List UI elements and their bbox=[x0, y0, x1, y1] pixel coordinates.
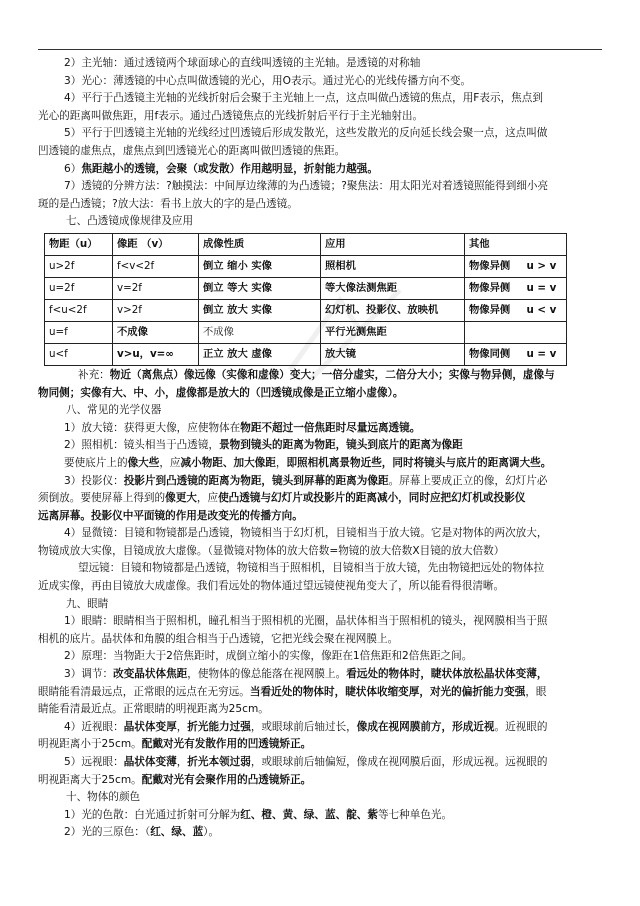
bold-span: 看远处的物体时，睫状体放松晶状体变薄， bbox=[346, 668, 548, 681]
text-span: ，应 bbox=[196, 492, 219, 505]
line-convex-focus-2: 光心的距离叫做焦距，用f表示。通过凸透镜焦点的光线折射后平行于主光轴射出。 bbox=[38, 109, 424, 122]
line-optical-center: 3）光心：薄透镜的中心点叫做透镜的光心，用O表示。通过光心的光线传播方向不变。 bbox=[64, 74, 472, 87]
text-span: 明视距离小于25cm。 bbox=[38, 738, 142, 751]
bold-span: 晶状体变薄 bbox=[123, 756, 177, 768]
text-span: 2）照相机：镜头相当于凸透镜， bbox=[64, 439, 220, 452]
text-span: 明视距离大于25cm。 bbox=[38, 773, 142, 786]
line-eye-adjust-2 bbox=[38, 684, 600, 702]
text-span: ）。 bbox=[203, 826, 220, 839]
section-heading-9: 九、眼睛 bbox=[66, 597, 109, 610]
table-row bbox=[45, 343, 567, 365]
bold-span: 晶状体变厚 bbox=[123, 720, 177, 733]
table-cell: 等大像法测焦距 bbox=[321, 277, 465, 299]
bold-span: 焦距越小的透镜，会聚（或发散）作用越明显，折射能力越强。 bbox=[81, 162, 378, 175]
line-main-axis: 2）主光轴：通过透镜两个球面球心的直线叫透镜的主光轴。是透镜的对称轴 bbox=[64, 57, 421, 69]
bold-span: 远离屏幕。投影仪中平面镜的作用是改变光的传播方向。 bbox=[38, 509, 303, 522]
text-span: 补充： bbox=[78, 368, 110, 381]
text-span: 等七种单色光。 bbox=[377, 808, 453, 821]
table-cell: u>2f bbox=[45, 255, 113, 277]
text-span: 须倒放。要使屏幕上得到的 bbox=[38, 492, 166, 505]
text-span: ，或眼球前后轴过长， bbox=[250, 720, 357, 733]
section-heading-8: 八、常见的光学仪器 bbox=[66, 404, 162, 417]
text-span: 3）投影仪： bbox=[64, 474, 124, 487]
table-header-row bbox=[45, 233, 567, 255]
table-cell: v>2f bbox=[113, 299, 199, 321]
table-cell: u=2f bbox=[45, 277, 113, 299]
bold-span: 红、橙、黄、绿、蓝、靛、紫 bbox=[240, 808, 378, 821]
line-supplement-2 bbox=[38, 385, 600, 403]
table-cell: 照相机 bbox=[321, 255, 465, 277]
text-span: ，应 bbox=[159, 456, 181, 469]
section-heading-10: 十、物体的颜色 bbox=[66, 791, 141, 804]
line-focal-strength bbox=[38, 161, 600, 179]
text-span: 5）远视眼： bbox=[64, 756, 124, 768]
bold-span: 使凸透镜与幻灯片或投影片的距离减小，同时应把幻灯机或投影仪 bbox=[218, 492, 526, 505]
line-projector-1 bbox=[38, 473, 600, 491]
header-rule bbox=[38, 49, 602, 50]
text-span: 4）近视眼： bbox=[64, 720, 124, 733]
section-heading-7: 七、凸透镜成像规律及应用 bbox=[66, 215, 194, 228]
line-eye-adjust-3: 睛能看清最近点。正常眼睛的明视距离为25cm。 bbox=[38, 703, 269, 716]
bold-span: 折光本领过弱 bbox=[187, 756, 251, 768]
line-telescope-1: 望远镜：目镜和物镜都是凸透镜，物镜相当于照相机，目镜相当于放大镜，先由物镜把远处的物体拉 bbox=[78, 562, 545, 575]
bold-span: 减小物距、加大像距 bbox=[180, 456, 276, 469]
line-camera-1 bbox=[38, 437, 600, 455]
table-cell: 物像异侧 bbox=[465, 299, 523, 321]
line-supplement-1 bbox=[38, 367, 600, 385]
text-span: 。近视眼的 bbox=[494, 720, 548, 733]
line-lens-identify-2: 斑的是凸透镜；?放大法：看书上放大的字的是凸透镜。 bbox=[38, 197, 298, 210]
bold-span: 景物到镜头的距离为物距，镜头到底片的距离为像距 bbox=[219, 439, 463, 452]
line-telescope-2: 近成实像，再由目镜放大成虚像。我们看远处的物体通过望远镜使视角变大了，所以能看得很清晰。 bbox=[38, 580, 505, 593]
bold-span: 物距不超过一倍焦距时尽量远离透镜。 bbox=[240, 421, 421, 434]
bold-span: 改变晶状体焦距 bbox=[113, 668, 188, 681]
bold-span: 像大些 bbox=[127, 456, 160, 469]
line-primary-colors bbox=[38, 824, 600, 842]
table-cell: v>u，v=∞ bbox=[113, 343, 199, 365]
table-cell: 物像同侧 bbox=[465, 343, 523, 365]
bold-span: 红、绿、蓝 bbox=[150, 826, 204, 839]
text-span: ，或眼球前后轴偏短，像成在视网膜后面，形成远视。远视眼的 bbox=[250, 756, 548, 768]
table-cell: u > v bbox=[523, 255, 567, 277]
line-lens-identify-1: 7）透镜的分辨方法：?触摸法：中间厚边缘薄的为凸透镜；?聚焦法：用太阳光对着透镜照能得到细小亮 bbox=[64, 180, 549, 193]
line-dispersion bbox=[38, 807, 600, 825]
header-image-nature: 成像性质 bbox=[199, 233, 321, 255]
bold-span: 物同侧；实像有大、中、小，虚像都是放大的（凹透镜成像是正立缩小虚像）。 bbox=[38, 386, 404, 399]
text-span: 眼睛能看清最远点，正常眼的远点在无穷远。 bbox=[38, 685, 250, 698]
bold-span: 折光能力过强 bbox=[187, 720, 251, 733]
table-cell: 不成像 bbox=[113, 321, 199, 343]
table-cell: u<f bbox=[45, 343, 113, 365]
table-row bbox=[45, 299, 567, 321]
line-projector-2 bbox=[38, 490, 600, 508]
table-cell: 倒立 放大 实像 bbox=[199, 299, 321, 321]
line-hyperopia-1 bbox=[38, 754, 600, 772]
line-magnifier bbox=[38, 420, 600, 438]
bold-span: 像更大 bbox=[165, 492, 197, 505]
bold-span: 配戴对光有会聚作用的凸透镜矫正。 bbox=[141, 773, 312, 786]
line-microscope-2: 物镜成放大实像，目镜成放大虚像。（显微镜对物体的放大倍数=物镜的放大倍数X目镜的放大倍数） bbox=[38, 544, 505, 557]
table-cell: 放大镜 bbox=[321, 343, 465, 365]
text-span: 要使底片上的 bbox=[64, 456, 128, 469]
text-span: 。屏幕上要成正立的像，幻灯片必 bbox=[388, 474, 548, 487]
line-myopia-1 bbox=[38, 719, 600, 737]
line-concave-focus-2: 凹透镜的虚焦点，虚焦点到凹透镜光心的距离叫做凹透镜的焦距。 bbox=[38, 144, 346, 157]
table-cell: u=f bbox=[45, 321, 113, 343]
text-span: 1）光的色散：白光通过折射可分解为 bbox=[64, 808, 241, 821]
table-cell: 不成像 bbox=[199, 321, 321, 343]
bold-span: 投影片到凸透镜的距离为物距，镜头到屏幕的距离为像距 bbox=[123, 474, 389, 487]
text-span: ， bbox=[275, 456, 287, 469]
header-image-distance: 像距 （v） bbox=[113, 233, 199, 255]
table-cell: u < v bbox=[523, 299, 567, 321]
table-cell: 倒立 缩小 实像 bbox=[199, 255, 321, 277]
document-body bbox=[38, 55, 600, 842]
bold-span: 物近（离焦点）像远像（实像和虚像）变大；一倍分虚实，二倍分大小；实像与物异侧，虚像与 bbox=[109, 368, 555, 381]
table-cell: 物像异侧 bbox=[465, 277, 523, 299]
table-row bbox=[45, 321, 567, 343]
table-row bbox=[45, 255, 567, 277]
header-application: 应用 bbox=[321, 233, 465, 255]
line-microscope-1: 4）显微镜：目镜和物镜都是凸透镜，物镜相当于幻灯机，目镜相当于放大镜。它是对物体的两次放大， bbox=[64, 527, 548, 540]
table-cell: 幻灯机、投影仪、放映机 bbox=[321, 299, 465, 321]
table-cell: u = v bbox=[523, 343, 567, 365]
line-camera-2 bbox=[38, 455, 600, 473]
bold-span: 当看近处的物体时，睫状体收缩变厚，对光的偏折能力变强 bbox=[249, 685, 526, 698]
text-span: ， bbox=[176, 756, 188, 768]
bold-span: 即照相机离景物近些，同时将镜头与底片的距离调大些。 bbox=[286, 456, 552, 469]
bold-span: 配戴对光有发散作用的凹透镜矫正。 bbox=[141, 738, 312, 751]
table-cell: 物像异侧 bbox=[465, 255, 523, 277]
line-myopia-2 bbox=[38, 736, 600, 754]
table-cell: u = v bbox=[523, 277, 567, 299]
table-cell bbox=[465, 321, 567, 343]
text-span: 6） bbox=[64, 162, 82, 175]
bold-span: 像成在视网膜前方，形成近视 bbox=[356, 720, 495, 733]
table-cell: 平行光测焦距 bbox=[321, 321, 465, 343]
table-cell: 倒立 等大 实像 bbox=[199, 277, 321, 299]
line-eye-adjust-1 bbox=[38, 666, 600, 684]
text-span: ，眼 bbox=[525, 685, 547, 698]
table-cell: v=2f bbox=[113, 277, 199, 299]
line-eye-2: 相机的底片。晶状体和角膜的组合相当于凸透镜，它把光线会聚在视网膜上。 bbox=[38, 632, 399, 645]
text-span: ，使物体的像总能落在视网膜上。 bbox=[187, 668, 347, 681]
line-eye-principle: 2）原理：当物距大于2倍焦距时，成倒立缩小的实像，像距在1倍焦距和2倍焦距之间。 bbox=[64, 650, 473, 663]
table-cell: 正立 放大 虚像 bbox=[199, 343, 321, 365]
table-row bbox=[45, 277, 567, 299]
header-other: 其他 bbox=[465, 233, 567, 255]
text-span: 2）光的三原色：（ bbox=[64, 826, 151, 839]
header-object-distance: 物距（u） bbox=[45, 233, 113, 255]
imaging-rules-table bbox=[44, 233, 567, 366]
line-concave-focus-1: 5）平行于凹透镜主光轴的光线经过凹透镜后形成发散光，这些发散光的反向延长线会聚一点，这点叫做 bbox=[64, 127, 548, 140]
table-cell: f<u<2f bbox=[45, 299, 113, 321]
line-convex-focus-1: 4）平行于凸透镜主光轴的光线折射后会聚于主光轴上一点，这点叫做凸透镜的焦点，用F表示，焦点到 bbox=[64, 92, 543, 105]
text-span: ， bbox=[176, 720, 188, 733]
line-eye-1: 1）眼睛：眼睛相当于照相机，瞳孔相当于照相机的光圈，晶状体相当于照相机的镜头，视网膜相当于照 bbox=[64, 615, 548, 628]
table-cell: f<v<2f bbox=[113, 255, 199, 277]
text-span: 1）放大镜：获得更大像，应使物体在 bbox=[64, 421, 241, 434]
text-span: 3）调节： bbox=[64, 668, 114, 681]
line-projector-3 bbox=[38, 508, 600, 526]
line-hyperopia-2 bbox=[38, 772, 600, 790]
